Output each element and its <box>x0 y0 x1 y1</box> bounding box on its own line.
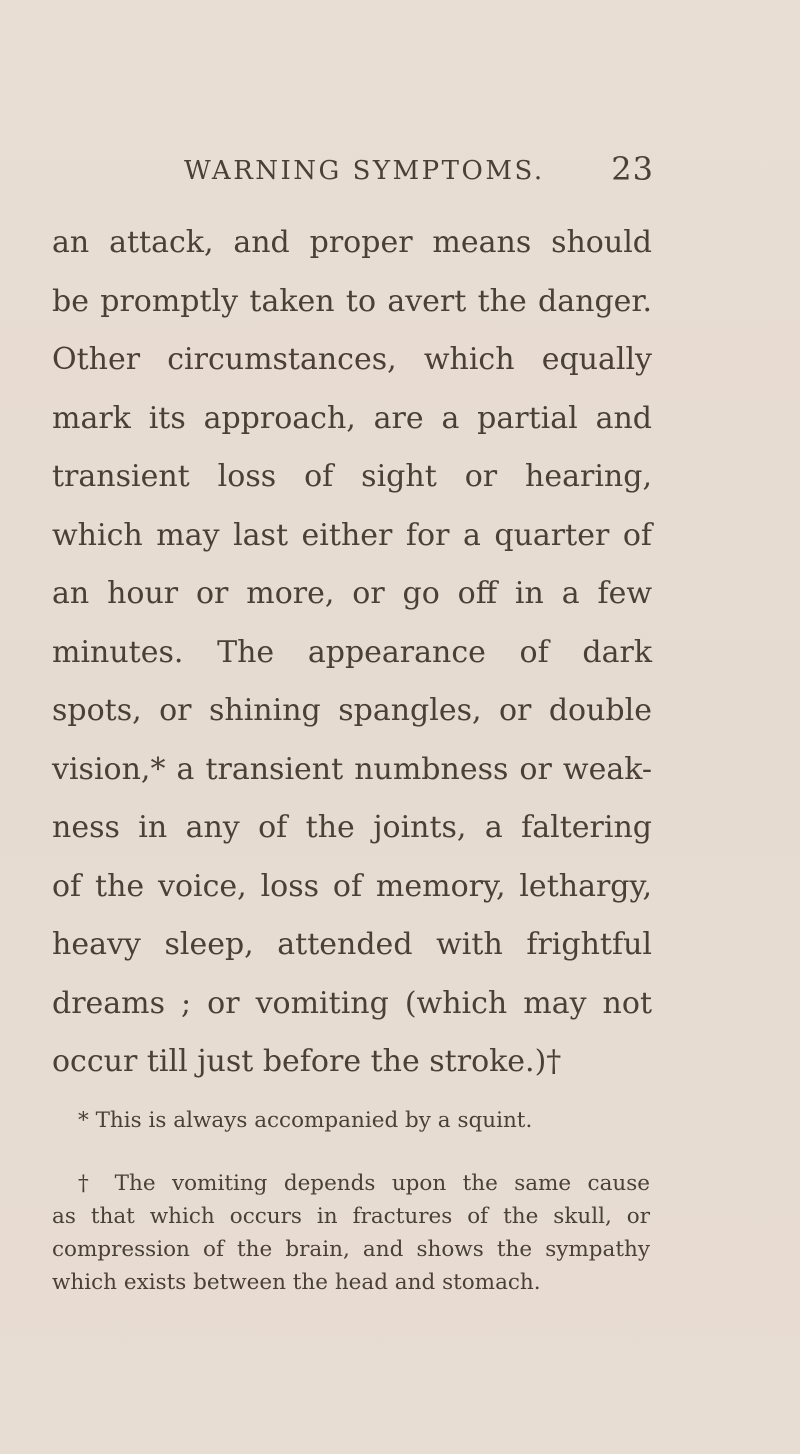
body-line: Other circumstances, which equally <box>52 342 652 377</box>
footnote-line: compression of the brain, and shows the sympathy <box>52 1237 650 1262</box>
body-line: ness in any of the joints, a faltering <box>52 810 652 845</box>
footnote-line: as that which occurs in fractures of the skull, or <box>52 1204 650 1229</box>
body-line: be promptly taken to avert the danger. <box>52 283 652 319</box>
body-line: spots, or shining spangles, or double <box>52 693 652 728</box>
footnote-line: † The vomiting depends upon the same cause <box>78 1171 650 1196</box>
running-head <box>184 150 654 196</box>
body-line: transient loss of sight or hearing, <box>52 459 652 494</box>
footnote-line: * This is always accompanied by a squint. <box>78 1108 533 1133</box>
footnote-line: which exists between the head and stomach. <box>52 1270 541 1295</box>
body-line: occur till just before the stroke.)† <box>52 1044 562 1079</box>
footnotes <box>52 1106 650 1331</box>
body-line: dreams ; or vomiting (which may not <box>52 985 652 1021</box>
body-line: minutes. The appearance of dark <box>52 634 652 670</box>
body-line: an hour or more, or go off in a few <box>52 576 652 611</box>
footnote-squint <box>52 1106 650 1139</box>
body-paragraph <box>52 218 652 1096</box>
running-title: WARNING SYMPTOMS. <box>184 156 545 186</box>
body-line: which may last either for a quarter of <box>52 517 652 553</box>
body-line: of the voice, loss of memory, lethargy, <box>52 868 652 904</box>
footnote-vomiting <box>52 1169 650 1301</box>
body-line: mark its approach, are a partial and <box>52 400 652 436</box>
body-line: vision,* a transient numbness or weak- <box>52 751 652 787</box>
page-number: 23 <box>611 150 654 188</box>
body-line: an attack, and proper means should <box>52 225 652 260</box>
body-line: heavy sleep, attended with frightful <box>52 927 652 962</box>
